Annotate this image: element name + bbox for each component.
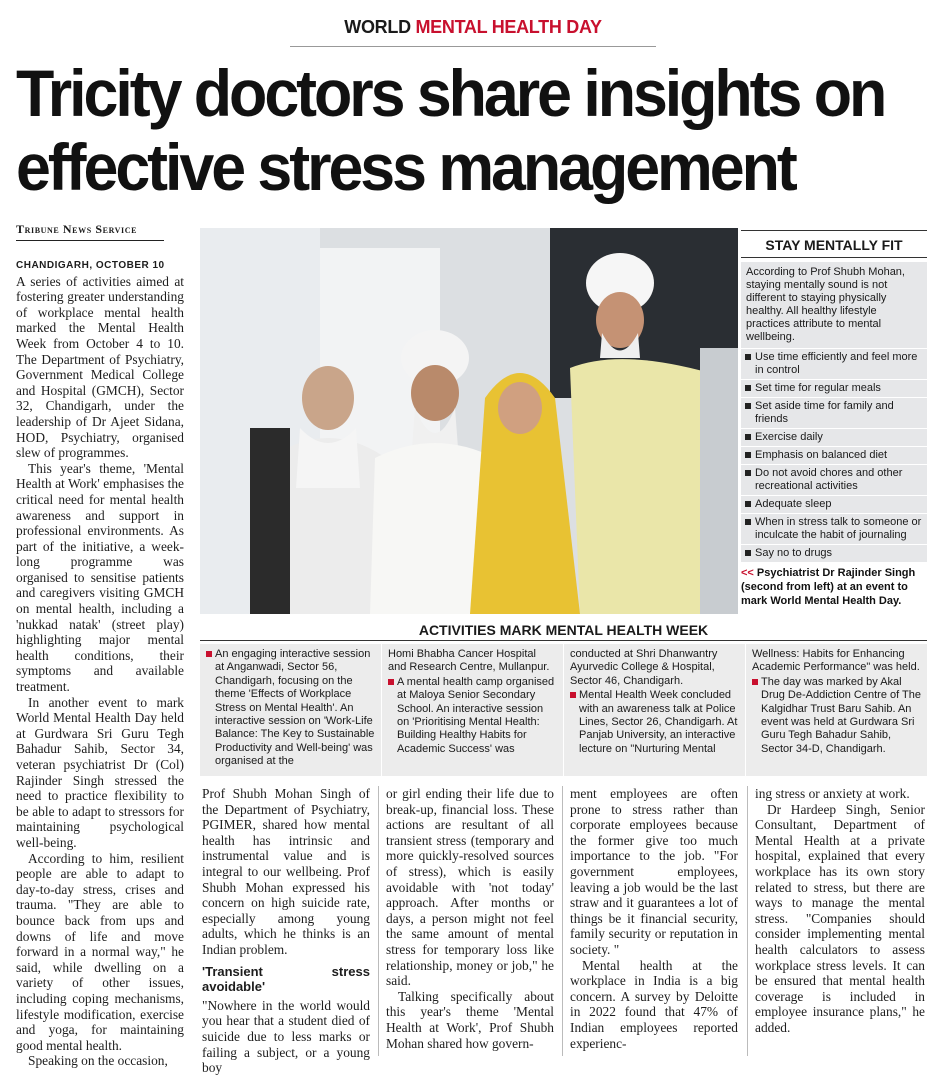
stay-mentally-fit-sidebar — [741, 230, 927, 615]
sidebar-intro: According to Prof Shubh Mohan, staying mentally sound is not different to staying physically healthy. All healthy lifestyle practices attribute to mental wellbeing. — [741, 262, 927, 348]
activities-box — [200, 644, 927, 776]
section-kicker — [290, 6, 656, 48]
article-column-3 — [386, 786, 554, 1060]
sidebar-title: STAY MENTALLY FIT — [741, 230, 927, 258]
headline-line-1: Tricity doctors share insights on — [16, 56, 885, 130]
activities-column-2 — [382, 644, 564, 776]
headline-line-2: effective stress management — [16, 130, 795, 204]
article-column-1 — [16, 258, 184, 1069]
dateline: CHANDIGARH, OCTOBER 10 — [16, 260, 165, 271]
tip-item: Exercise daily — [741, 428, 927, 446]
column-rule — [378, 786, 379, 1056]
event-photo — [200, 228, 738, 614]
tip-item: When in stress talk to someone or inculcate the habit of journaling — [741, 513, 927, 544]
paragraph: Speaking on the occasion, — [28, 1053, 168, 1069]
byline: Tribune News Service — [16, 222, 138, 236]
tip-item: Set aside time for family and friends — [741, 397, 927, 428]
tips-list — [741, 348, 927, 562]
tip-item: Adequate sleep — [741, 495, 927, 513]
paragraph: This year's theme, 'Mental Health at Work' emphasises the critical need for mental health awareness and support in professional environments. As part of the initiative, a week-long programme was organised to sensitise patients and caregivers visiting GMCH on mental health, including a 'nukkad natak' (street play) highlighting major mental health conditions, their symptoms and available treatment. — [16, 460, 184, 695]
paragraph: Prof Shubh Mohan Singh of the Department of Psychiatry, PGIMER, shared how mental health has intrinsic and instrumental value and is integral to our wellbeing. Prof Shubh Mohan expressed his concern on high suicide rate, especially among young adults, which he thinks is an Indian problem. — [202, 786, 370, 957]
column-rule — [562, 786, 563, 1056]
activity-continuation: Homi Bhabha Cancer Hospital and Research Centre, Mullanpur. — [388, 648, 550, 674]
kicker-highlight: MENTAL HEALTH DAY — [415, 17, 602, 37]
activities-column-4 — [746, 644, 927, 776]
article-column-2 — [202, 786, 370, 1076]
paragraph: Talking specifically about this year's theme 'Mental Health at Work', Prof Shubh Mohan shared how govern- — [386, 988, 554, 1051]
activities-column-3 — [564, 644, 746, 776]
paragraph: Dr Hardeep Singh, Senior Consultant, Department of Mental Health at a private hospital, explained that every workplace has its own story related to stress, but there are ways to manage the mental stress. "Companies should consider implementing mental health calculators to assess workplace stress levels. It can be ensured that mental health coverage is included in employee insurance plans," he added. — [755, 801, 925, 1035]
paragraph: or girl ending their life due to break-up, financial loss. These actions are resultant of all transient stress (temporary and more quickly-resolved sources of stress), which is easily avoidable with 'not today' approach. After months or days, a person might not feel the same amount of mental stress for temporary loss like relationship, money or job," he said. — [386, 786, 554, 989]
activities-column-1 — [200, 644, 382, 776]
activities-title: ACTIVITIES MARK MENTAL HEALTH WEEK — [200, 619, 927, 641]
kicker-rule — [290, 46, 656, 47]
paragraph: Mental health at the workplace in India is a big concern. A survey by Deloitte in 2022 found that 47% of Indian employees reported experienc- — [570, 957, 738, 1051]
photo-illustration — [200, 228, 738, 614]
paragraph: ing stress or anxiety at work. — [755, 786, 910, 801]
subhead: 'Transient stress avoidable' — [202, 963, 370, 995]
activity-continuation: Wellness: Habits for Enhancing Academic Performance" was held. — [752, 648, 920, 674]
article-column-4 — [570, 786, 738, 1060]
tip-item: Say no to drugs — [741, 544, 927, 562]
byline-rule — [16, 240, 164, 241]
activity-item: A mental health camp organised at Maloya Senior Secondary School. An interactive session on 'Prioritising Mental Health: Building Healthy Habits for Academic Success' was — [388, 676, 557, 756]
kicker-prefix: WORLD — [344, 17, 411, 37]
paragraph: "Nowhere in the world would you hear that a student died of suicide due to less marks or failing a subject, or a young boy — [202, 997, 370, 1076]
paragraph: ment employees are often prone to stress rather than corporate employees because the former give too much importance to the job. "For government employees, leaving a job would be the last straw and it guarantees a lot of things be it financial security, family security or reputation in society. " — [570, 786, 738, 957]
caption-arrow-icon: << — [741, 567, 754, 579]
tip-item: Use time efficiently and feel more in control — [741, 348, 927, 379]
headline — [16, 56, 885, 204]
column-rule — [747, 786, 748, 1056]
article-column-5 — [755, 786, 925, 1060]
paragraph: In another event to mark World Mental Health Day held at Gurdwara Sri Guru Tegh Bahadur Sahib, Sector 34, veteran psychiatrist Dr (Col) Rajinder Singh stressed the need to practice flexibility to be able to adapt to stressors for maintaining psychological well-being. — [16, 694, 184, 850]
caption-text: Psychiatrist Dr Rajinder Singh (second from left) at an event to mark World Mental Health Day. — [741, 567, 916, 607]
paragraph: According to him, resilient people are able to adapt to day-to-day stress, crises and trauma. "They are able to bounce back from ups and downs of life and move forward in a normal way," he said, while dwelling on a variety of other issues, including coping mechanisms, lifestyle modification, exercise and yoga, for maintaining good mental health. — [16, 850, 184, 1053]
tip-item: Do not avoid chores and other recreational activities — [741, 464, 927, 495]
tip-item: Emphasis on balanced diet — [741, 446, 927, 464]
activity-item: An engaging interactive session at Anganwadi, Sector 56, Chandigarh, focusing on the theme 'Effects of Workplace Stress on Mental Health'. An interactive session on 'Work-Life Balance: The Key to Sustainable Productivity and Well-being' was organised at the — [206, 648, 375, 769]
photo-caption — [741, 566, 927, 608]
tip-item: Set time for regular meals — [741, 379, 927, 397]
activity-continuation: conducted at Shri Dhanwantry Ayurvedic College & Hospital, Sector 46, Chandigarh. — [570, 648, 718, 687]
paragraph: A series of activities aimed at fostering greater understanding of workplace mental health marked the Mental Health Week from October 4 to 10. The Department of Psychiatry, Government Medical College and Hospital (GMCH), Sector 32, Chandigarh, under the leadership of Dr Ajeet Sidana, HOD, Psychiatry, organised slew of programmes. — [16, 273, 184, 461]
activity-item: Mental Health Week concluded with an awareness talk at Police Lines, Sector 26, Chandigarh. At Panjab University, an interactive lecture on "Nurturing Mental — [570, 689, 739, 756]
activity-item: The day was marked by Akal Drug De-Addiction Centre of The Kalgidhar Trust Baru Sahib. An event was held at Gurdwara Sri Guru Tegh Bahadur Sahib, Sector 34-D, Chandigarh. — [752, 676, 921, 756]
